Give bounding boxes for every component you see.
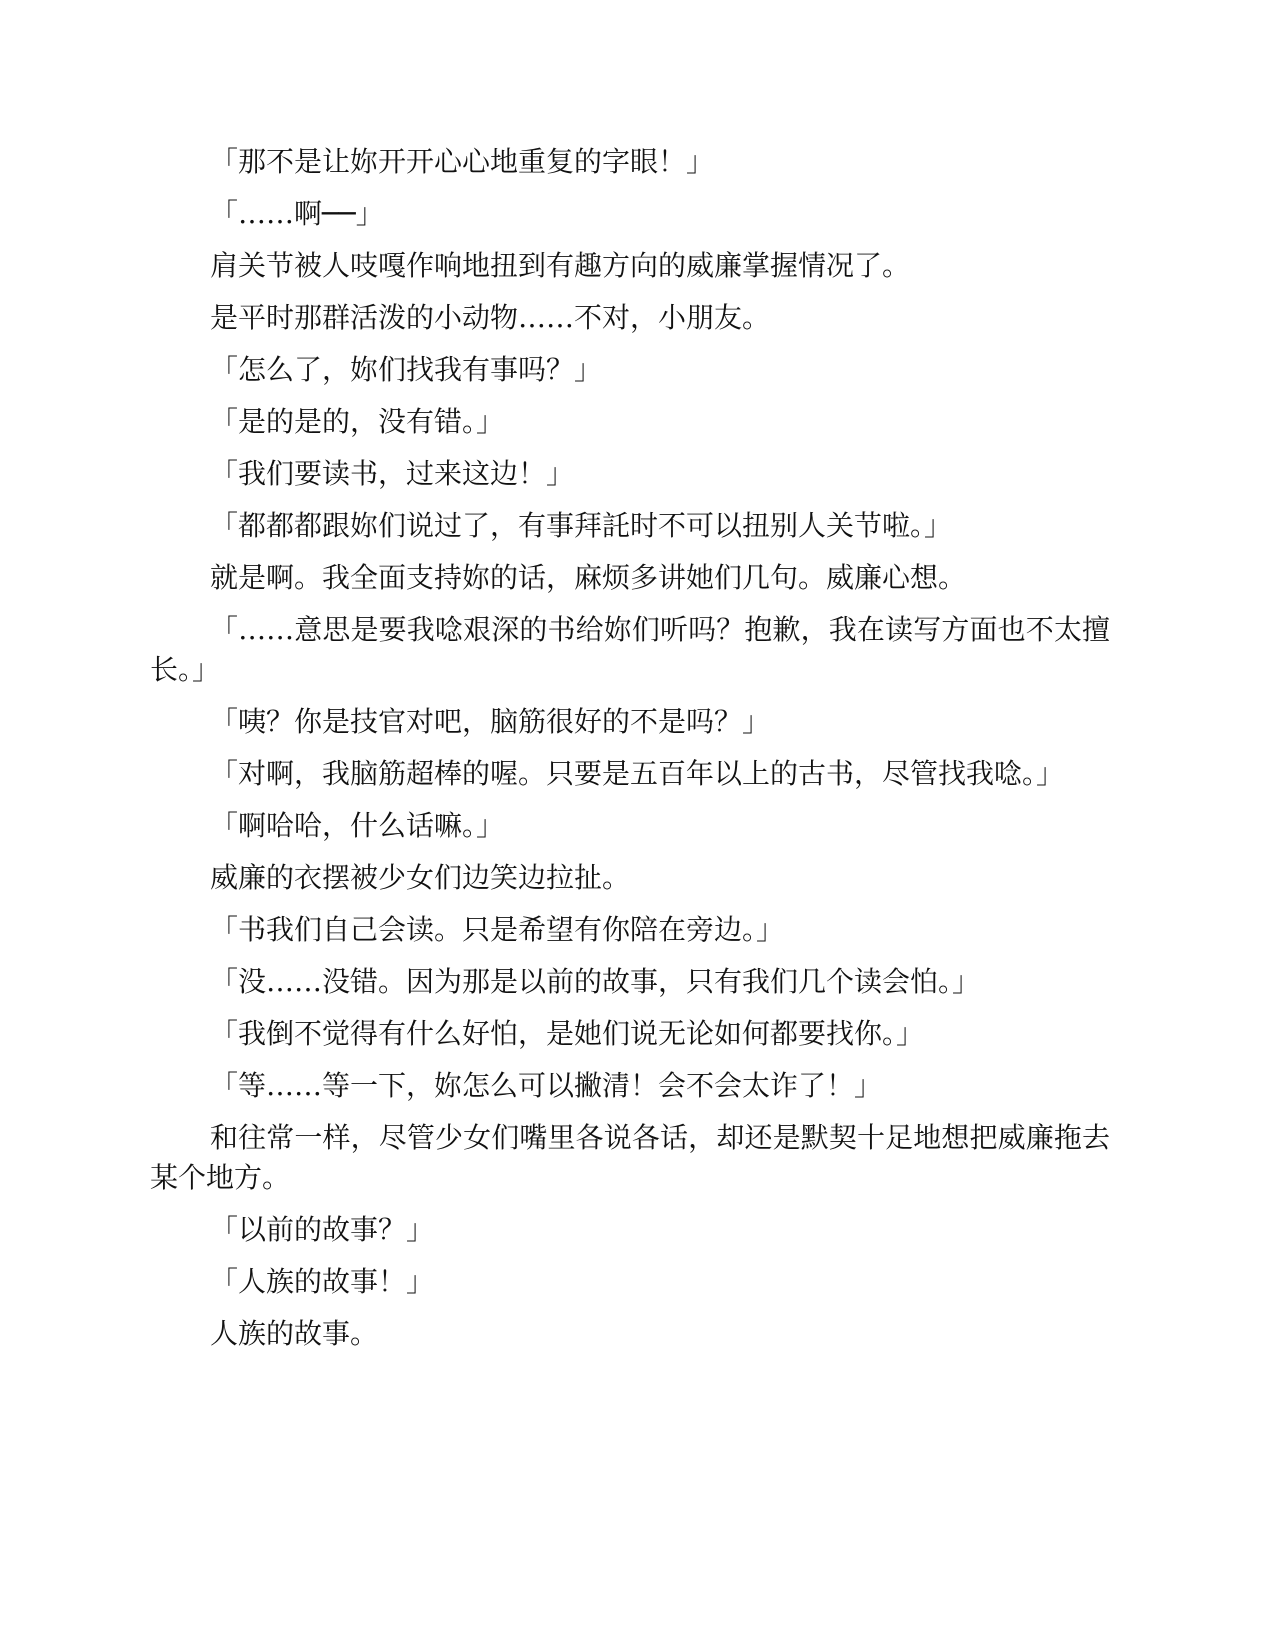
paragraph: 「没……没错。因为那是以前的故事，只有我们几个读会怕。」 — [210, 965, 981, 998]
paragraph: 人族的故事。 — [210, 1317, 379, 1350]
paragraph: 「人族的故事！」 — [210, 1265, 435, 1298]
paragraph: 和往常一样，尽管少女们嘴里各说各话，却还是默契十足地想把威廉拖去某个地方。 — [150, 1121, 1110, 1194]
paragraph: 「……意思是要我唸艰深的书给妳们听吗？抱歉，我在读写方面也不太擅长。」 — [150, 613, 1110, 686]
paragraph: 「……啊──」 — [210, 197, 384, 230]
paragraph: 「等……等一下，妳怎么可以撇清！会不会太诈了！」 — [210, 1069, 883, 1102]
paragraph: 肩关节被人吱嘎作响地扭到有趣方向的威廉掌握情况了。 — [210, 249, 911, 282]
paragraph: 「啊哈哈，什么话嘛。」 — [210, 809, 505, 842]
paragraph: 威廉的衣摆被少女们边笑边拉扯。 — [210, 861, 631, 894]
paragraph: 「是的是的，没有错。」 — [210, 405, 505, 438]
document-page — [150, 142, 1110, 1366]
paragraph: 是平时那群活泼的小动物……不对，小朋友。 — [210, 301, 771, 334]
paragraph: 就是啊。我全面支持妳的话，麻烦多讲她们几句。威廉心想。 — [210, 561, 967, 594]
paragraph: 「我们要读书，过来这边！」 — [210, 457, 575, 490]
paragraph: 「那不是让妳开开心心地重复的字眼！」 — [210, 145, 715, 178]
paragraph: 「以前的故事？」 — [210, 1213, 435, 1246]
paragraph: 「对啊，我脑筋超棒的喔。只要是五百年以上的古书，尽管找我唸。」 — [210, 757, 1065, 790]
paragraph: 「书我们自己会读。只是希望有你陪在旁边。」 — [210, 913, 785, 946]
paragraph: 「怎么了，妳们找我有事吗？」 — [210, 353, 603, 386]
paragraph: 「我倒不觉得有什么好怕，是她们说无论如何都要找你。」 — [210, 1017, 925, 1050]
paragraph: 「咦？你是技官对吧，脑筋很好的不是吗？」 — [210, 705, 771, 738]
paragraph: 「都都都跟妳们说过了，有事拜託时不可以扭别人关节啦。」 — [210, 509, 953, 542]
